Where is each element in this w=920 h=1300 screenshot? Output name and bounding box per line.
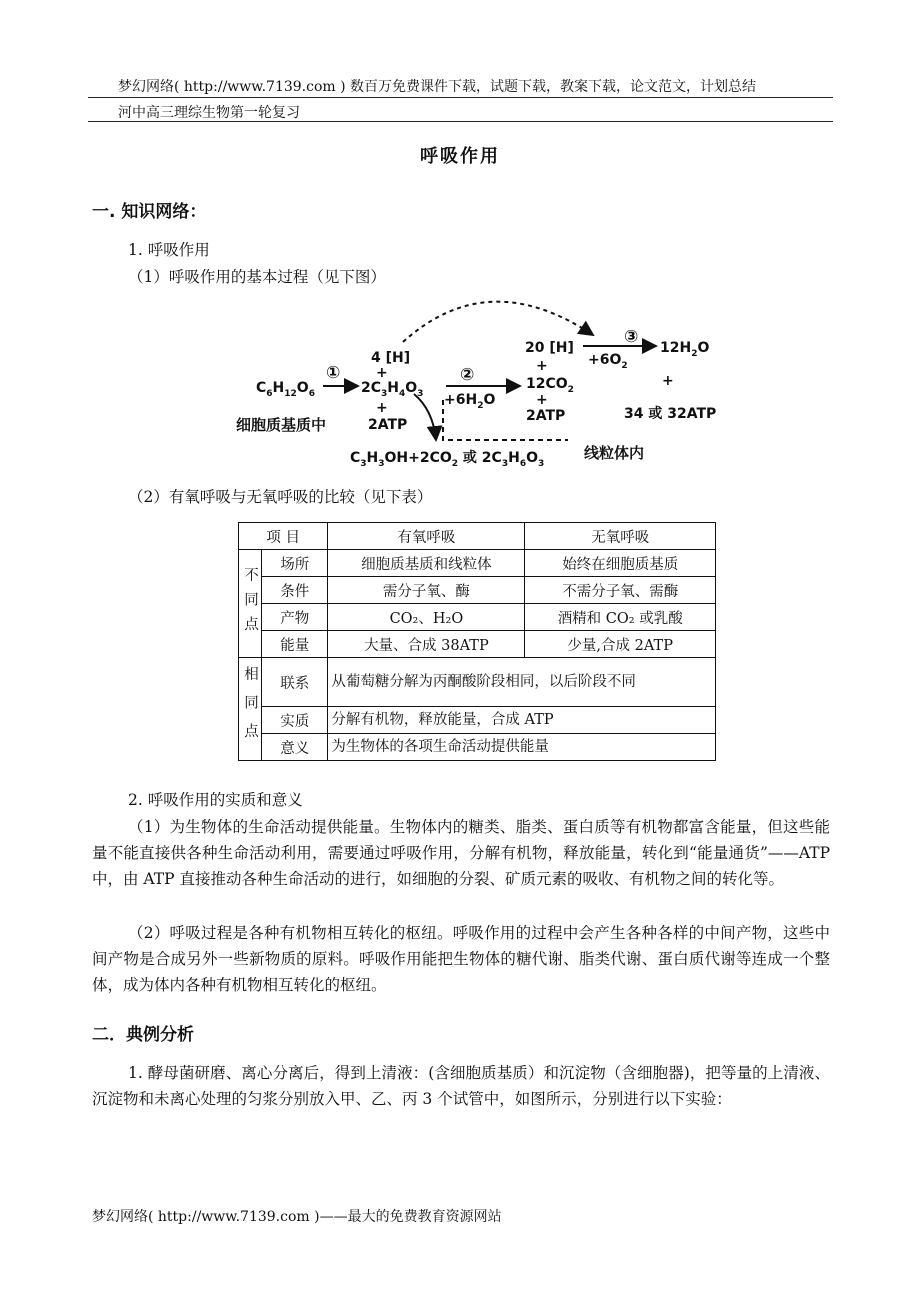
table-row [239,577,716,604]
item-comparison: （2）有氧呼吸与无氧呼吸的比较（见下表） [128,488,433,506]
section-heading-knowledge: 一. 知识网络： [92,202,207,222]
paragraph-example-1: 1. 酵母菌研磨、离心分离后，得到上清液：(含细胞质基质）和沉淀物（含细胞器)，把等量的上清液、沉淀物和未离心处理的匀浆分别放入甲、乙、丙 3 个试管中，如图所示，分别进行以下实验： [92,1064,830,1108]
oxygen-input: $+6O_2$ [588,352,628,371]
header-rule-top [88,97,833,98]
anaerobic-cell: 少量,合成 2ATP [525,631,716,658]
paragraph-energy: （1）为生物体的生命活动提供能量。生物体内的糖类、脂类、蛋白质等有机物都富含能量，但这些能量不能直接供各种生命活动利用，需要通过呼吸作用，分解有机物，释放能量，转化到“能量通货”——ATP 中，由 ATP 直接推动各种生命活动的进行，如细胞的分裂、矿质元素的吸收、有机物之间的转化等。 [92,818,830,888]
comparison-table [238,522,716,761]
respiration-process-diagram [228,290,728,470]
row-label: 场所 [262,550,328,577]
aerobic-cell: 大量、合成 38ATP [328,631,525,658]
table-row [239,658,716,707]
step1-label: ① [326,363,341,383]
cytoplasm-label: 细胞质基质中 [236,416,327,434]
row-label: 能量 [262,631,328,658]
page-title: 呼吸作用 [420,146,500,167]
table-row [239,550,716,577]
header-rule-bottom [88,121,833,122]
anaerobic-arrow [414,394,436,440]
paragraph-hub: （2）呼吸过程是各种有机物相互转化的枢纽。呼吸作用的过程中会产生各种各样的中间产物，这些中间产物是合成另外一些新物质的原料。呼吸作用能把生物体的糖代谢、脂类代谢、蛋白质代谢等连成一个整体，成为体内各种有机物相互转化的枢纽。 [92,924,830,994]
step2-label: ② [460,365,475,385]
anaerobic-cell: 酒精和 CO₂ 或乳酸 [525,604,716,631]
aerobic-cell: 细胞质基质和线粒体 [328,550,525,577]
plus-4: + [536,392,548,408]
hydrogen-4: 4 [H] [371,350,411,366]
row-label: 意义 [262,734,328,761]
table-header-anaerobic: 无氧呼吸 [525,523,716,550]
pyruvate-formula: $2C_3H_4O_3$ [361,380,424,399]
atp-34: 34 或 32ATP [624,406,717,422]
site-header-line: 梦幻网络( http://www.7139.com ) 数百万免费课件下载，试题下载，教案下载，论文范文，计划总结 [118,79,757,95]
hydrogen-transfer-arrow [403,302,593,342]
site-footer: 梦幻网络( http://www.7139.com )——最大的免费教育资源网站 [92,1209,502,1225]
section-heading-examples: 二．典例分析 [92,1025,194,1045]
water-input: $+6H_2O$ [444,392,496,411]
table-header-aerobic: 有氧呼吸 [328,523,525,550]
glucose-formula: $C_6H_{12}O_6$ [256,380,315,399]
plus-5: + [662,373,674,389]
anaerobic-cell: 始终在细胞质基质 [525,550,716,577]
diff-label: 不同点 [239,550,262,658]
anaerobic-cell: 不需分子氧、需酶 [525,577,716,604]
table-header-row [239,523,716,550]
same-text-cell: 分解有机物，释放能量，合成 ATP [328,707,716,734]
water-output: $12H_2O$ [660,340,710,359]
table-header-item: 项 目 [239,523,328,550]
mitochondria-label: 线粒体内 [584,444,645,462]
table-row [239,707,716,734]
same-label: 相同点 [239,658,262,761]
co2-12: $12CO_2$ [526,376,574,395]
atp-2-krebs: 2ATP [526,408,566,424]
table-row [239,734,716,761]
row-label: 条件 [262,577,328,604]
aerobic-cell: CO₂、H₂O [328,604,525,631]
item-basic-process: （1）呼吸作用的基本过程（见下图） [128,268,386,286]
table-row [239,631,716,658]
row-label: 产物 [262,604,328,631]
same-text-cell: 为生物体的各项生命活动提供能量 [328,734,716,761]
item-respiration: 1. 呼吸作用 [128,241,210,259]
same-text-cell: 从葡萄糖分解为丙酮酸阶段相同，以后阶段不同 [328,658,716,707]
table-row [239,604,716,631]
item-essence: 2. 呼吸作用的实质和意义 [128,791,303,809]
aerobic-cell: 需分子氧、酶 [328,577,525,604]
plus-3: + [536,358,548,374]
course-header-line: 河中高三理综生物第一轮复习 [118,105,300,121]
hydrogen-20: 20 [H] [525,340,574,356]
row-label: 实质 [262,707,328,734]
plus-2: + [376,400,388,416]
plus-1: + [376,365,388,381]
anaerobic-products: $C_3H_3OH+2CO_2$ 或 $2C_3H_6O_3$ [350,450,545,469]
row-label: 联系 [262,658,328,707]
step3-label: ③ [624,327,639,347]
atp-2-glycolysis: 2ATP [368,417,408,433]
